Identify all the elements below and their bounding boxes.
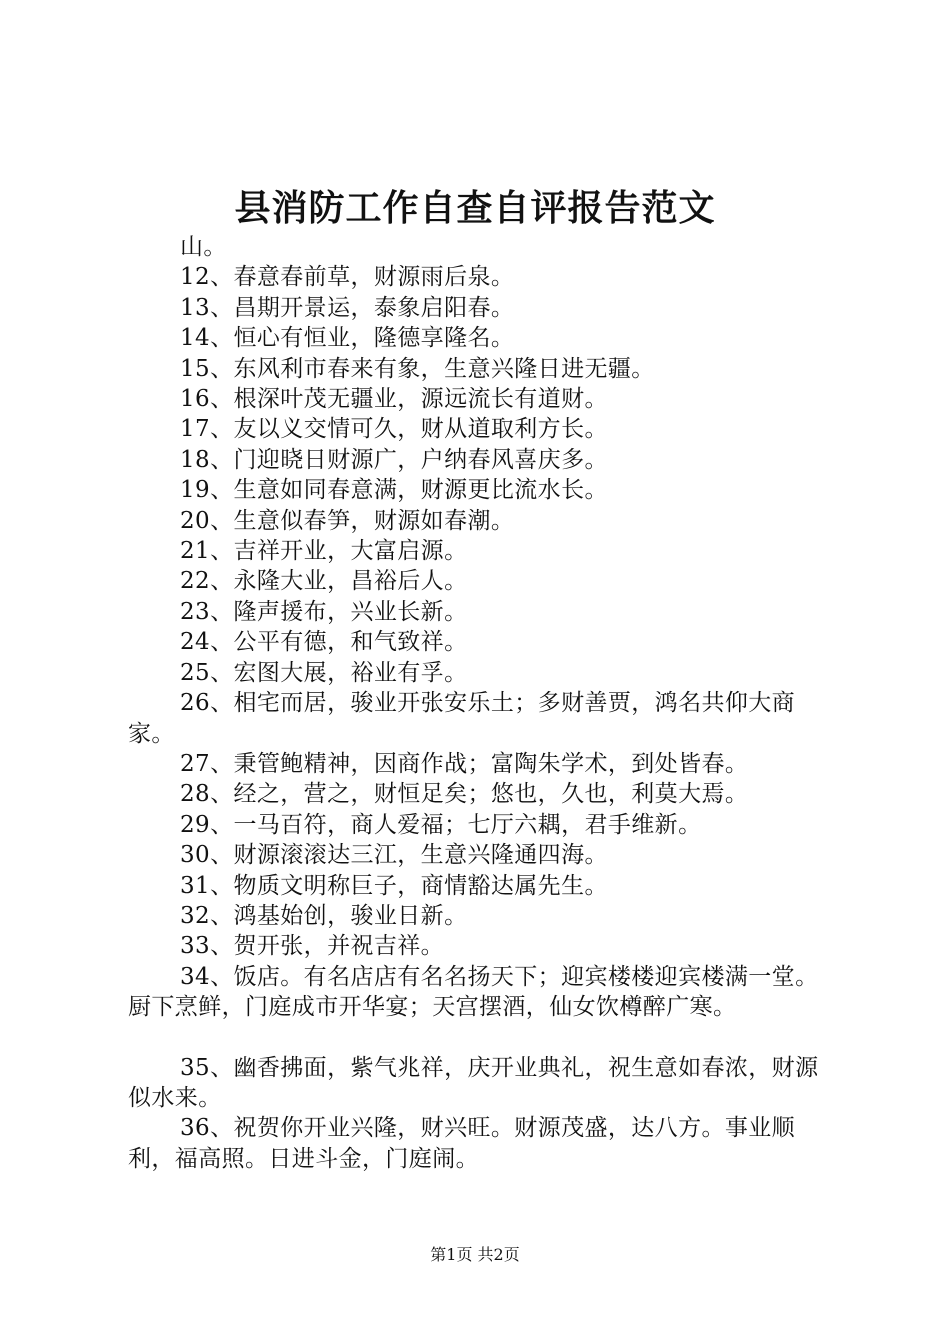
paragraph: 36、祝贺你开业兴隆，财兴旺。财源茂盛，达八方。事业顺利，福高照。日进斗金，门庭闹。 [128,1115,796,1172]
paragraph: 35、幽香拂面，紫气兆祥，庆开业典礼，祝生意如春浓，财源似水来。 [128,1054,819,1111]
paragraph: 27、秉管鲍精神，因商作战；富陶朱学术，到处皆春。 [180,750,749,777]
paragraph: 23、隆声援布，兴业长新。 [180,598,468,625]
paragraph: 21、吉祥开业，大富启源。 [180,538,468,565]
document-body [128,232,840,1174]
paragraph: 34、饭店。有名店店有名名扬天下；迎宾楼楼迎宾楼满一堂。厨下烹鲜，门庭成市开华宴；天宫摆酒，仙女饮樽醉广寒。 [128,963,819,1021]
paragraph: 26、相宅而居，骏业开张安乐土；多财善贾，鸿名共仰大商家。 [128,690,796,747]
paragraph: 32、鸿基始创，骏业日新。 [180,902,468,929]
paragraph: 25、宏图大展，裕业有孚。 [180,659,468,686]
paragraph: 28、经之，营之，财恒足矣；悠也，久也，利莫大焉。 [180,781,749,808]
paragraph: 31、物质文明称巨子，商情豁达属先生。 [180,872,608,899]
paragraph: 山。 [180,234,227,260]
paragraph: 20、生意似春笋，财源如春潮。 [180,507,515,534]
paragraph: 29、一马百符，商人爱福；七厅六耦，君手维新。 [180,811,702,838]
paragraph: 30、财源滚滚达三江，生意兴隆通四海。 [180,842,608,869]
page-footer: 第1页 共2页 [430,1245,520,1264]
paragraph: 14、恒心有恒业，隆德享隆名。 [180,325,515,352]
paragraph: 17、友以义交情可久，财从道取利方长。 [180,416,608,443]
document-title: 县消防工作自查自评报告范文 [234,187,716,229]
paragraph: 24、公平有德，和气致祥。 [180,629,468,656]
paragraph: 19、生意如同春意满，财源更比流水长。 [180,477,608,504]
paragraph: 33、贺开张，并祝吉祥。 [180,933,445,960]
paragraph: 15、东风利市春来有象，生意兴隆日进无疆。 [180,355,655,382]
paragraph: 16、根深叶茂无疆业，源远流长有道财。 [180,386,608,413]
paragraph: 13、昌期开景运，泰象启阳春。 [180,294,515,321]
paragraph: 18、门迎晓日财源广，户纳春风喜庆多。 [180,446,608,473]
paragraph: 12、春意春前草，财源雨后泉。 [180,264,515,291]
paragraph-gap [128,1023,840,1053]
paragraph: 22、永隆大业，昌裕后人。 [180,568,468,595]
